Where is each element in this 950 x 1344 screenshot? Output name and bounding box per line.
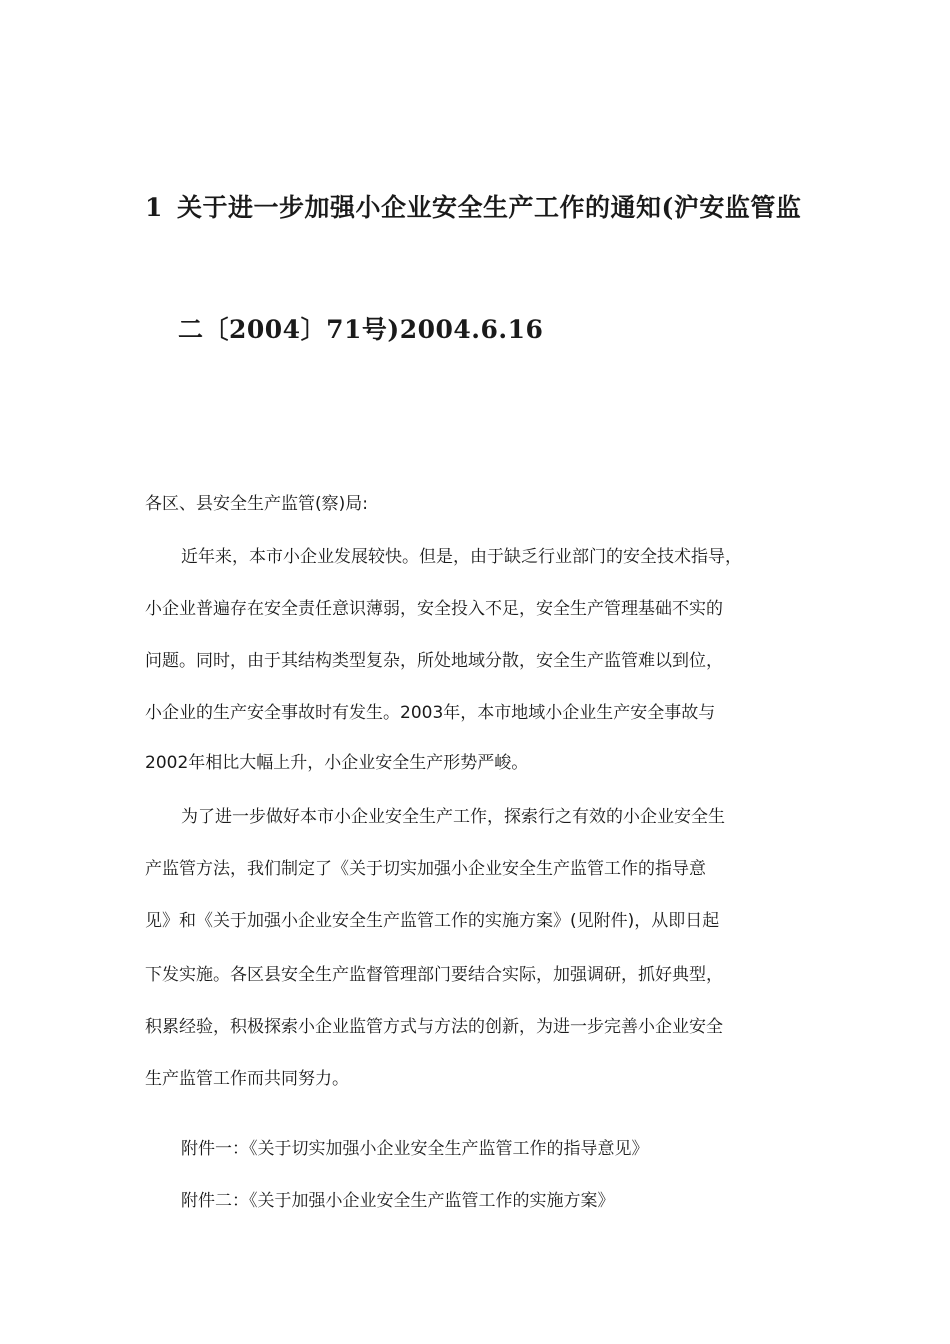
- paragraph-line: 为了进一步做好本市小企业安全生产工作，探索行之有效的小企业安全生: [181, 807, 725, 827]
- paragraph-line: 下发实施。各区县安全生产监督管理部门要结合实际，加强调研，抓好典型，: [145, 965, 723, 985]
- paragraph-line: 生产监管工作而共同努力。: [145, 1069, 349, 1089]
- paragraph-line: 小企业普遍存在安全责任意识薄弱，安全投入不足，安全生产管理基础不实的: [145, 599, 723, 619]
- salutation: 各区、县安全生产监管(察)局:: [145, 494, 368, 514]
- paragraph-line: 小企业的生产安全事故时有发生。2003年，本市地域小企业生产安全事故与: [145, 703, 716, 723]
- paragraph-line: 问题。同时，由于其结构类型复杂，所处地域分散，安全生产监管难以到位，: [145, 651, 723, 671]
- section-number: 1: [145, 193, 163, 222]
- attachment-item: 附件二：《关于加强小企业安全生产监管工作的实施方案》: [181, 1191, 615, 1211]
- paragraph-line: 产监管方法，我们制定了《关于切实加强小企业安全生产监管工作的指导意: [145, 859, 706, 879]
- attachment-item: 附件一：《关于切实加强小企业安全生产监管工作的指导意见》: [181, 1139, 649, 1159]
- paragraph-line: 2002年相比大幅上升，小企业安全生产形势严峻。: [145, 753, 529, 773]
- paragraph-line: 见》和《关于加强小企业安全生产监管工作的实施方案》(见附件)，从即日起: [145, 911, 720, 931]
- paragraph-line: 近年来，本市小企业发展较快。但是，由于缺乏行业部门的安全技术指导，: [181, 547, 742, 567]
- document-title-line-2: 二〔2004〕71号)2004.6.16: [178, 315, 544, 344]
- paragraph-line: 积累经验，积极探索小企业监管方式与方法的创新，为进一步完善小企业安全: [145, 1017, 723, 1037]
- document-title-line-1: [145, 188, 801, 224]
- title-text-1: 关于进一步加强小企业安全生产工作的通知(沪安监管监: [177, 193, 802, 222]
